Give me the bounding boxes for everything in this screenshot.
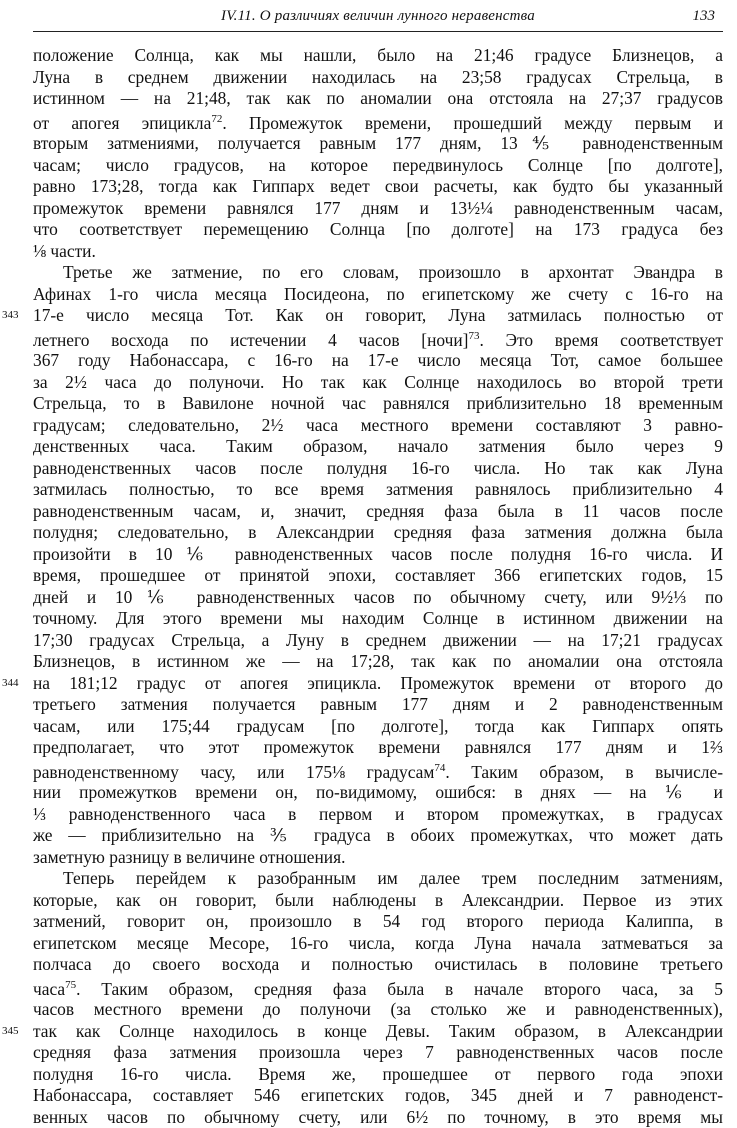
footnote-mark: 75 — [65, 979, 76, 991]
text-line: ⅓ равноденственного часа в первом и втором промежутках, в градусах — [33, 804, 723, 826]
text-line: Афинах 1-го числа месяца Посидеона, по египетскому же счету с 16-го на — [33, 284, 723, 306]
text-line: Третье же затмение, по его словам, произошло в архонтат Эвандра в — [33, 262, 723, 284]
text-line: градусам; следовательно, 2½ часа местного времени составляют 3 равно- — [33, 415, 723, 437]
text-line: истинном — на 21;48, так как по аномалии она отстояла на 27;37 градусов — [33, 88, 723, 110]
text-line: венных часов по обычному счету, или 6½ по точному, в это время мы — [33, 1107, 723, 1128]
header-rule — [33, 31, 723, 32]
text-line: 367 году Набонассара, с 16-го на 17-е число месяца Тот, самое большее — [33, 350, 723, 372]
footnote-mark: 72 — [211, 113, 222, 125]
text-line: затмилась полностью, то все время затмения равнялось приблизительно 4 — [33, 479, 723, 501]
text-line: Луна в среднем движении находилась на 23;58 градусах Стрельца, в — [33, 67, 723, 89]
text-line: вторым затмениями, получается равным 177 дням, 13⅘ равноденственным — [33, 133, 723, 155]
text-line: полчаса до своего восхода и полностью очистилась в половине третьего — [33, 954, 723, 976]
text-line: предполагает, что этот промежуток времени равнялся 177 дням и 1⅔ — [33, 737, 723, 759]
text-line: ⅛ части. — [33, 241, 723, 263]
text-line: 344 на 181;12 градус от апогея эпицикла. Промежуток времени от второго до — [33, 673, 723, 695]
text-line: нии промежутков времени он, по-видимому, ошибся: в днях — на ⅙ и — [33, 782, 723, 804]
text-line: 17;30 градусах Стрельца, а Луну в среднем движении — на 17;21 градусах — [33, 630, 723, 652]
text-line: затмений, говорит он, произошло в 54 год второго периода Калиппа, в — [33, 911, 723, 933]
text-line: полудня 16-го числа. Время же, прошедшее от первого года эпохи — [33, 1064, 723, 1086]
text-line: Близнецов, в истинном же — на 17;28, так как по аномалии она отстояла — [33, 651, 723, 673]
text-line: часа$^{75}$. Таким образом, средняя фаза была в начале второго часа, за 5 — [33, 976, 723, 1000]
text-line: произойти в 10⅙ равноденственных часов после полудня 16-го числа. И — [33, 544, 723, 566]
text-line: положение Солнца, как мы нашли, было на 21;46 градусе Близнецов, а — [33, 45, 723, 67]
text-line: третьего затмения получается равным 177 дням и 2 равноденственным — [33, 694, 723, 716]
text-line: за 2½ часа до полуночи. Но так как Солнце находилось во второй трети — [33, 372, 723, 394]
text-line: время, прошедшее от принятой эпохи, составляет 366 египетских годов, 15 — [33, 565, 723, 587]
text-line: равноденственным часам, и, значит, средняя фаза была в 11 часов после — [33, 501, 723, 523]
text-line: промежуток времени равнялся 177 дням и 13½¼ равноденственным часам, — [33, 198, 723, 220]
footnote-mark: 73 — [468, 330, 479, 342]
text-line: полудня; следовательно, в Александрии средняя фаза затмения должна была — [33, 522, 723, 544]
running-title: IV.11. О различиях величин лунного неравенства — [33, 8, 723, 25]
text-line: 343 17-е число месяца Тот. Как он говорит, Луна затмилась полностью от — [33, 305, 723, 327]
text-line: же — приблизительно на ⅗ градуса в обоих промежутках, что может дать — [33, 825, 723, 847]
margin-number: 344 — [2, 673, 19, 695]
margin-number: 345 — [2, 1021, 19, 1043]
text-line: заметную разницу в величине отношения. — [33, 847, 723, 869]
text-line: Стрельца, то в Вавилоне ночной час равнялся приблизительно 18 временным — [33, 393, 723, 415]
page-number: 133 — [693, 8, 716, 25]
page-header — [33, 6, 723, 32]
text-line: Теперь перейдем к разобранным им далее трем последним затмениям, — [33, 868, 723, 890]
text-line: часам; число градусов, на которое передвинулось Солнце [по долготе], — [33, 155, 723, 177]
text-line: египетском месяце Месоре, 16-го числа, когда Луна начала затмеваться за — [33, 933, 723, 955]
footnote-mark: 74 — [434, 762, 445, 774]
text-line: денственных часа. Таким образом, начало затмения было через 9 — [33, 436, 723, 458]
text-line: которые, как он говорит, были наблюдены в Александрии. Первое из этих — [33, 890, 723, 912]
text-line: Набонассара, составляет 546 египетских годов, 345 дней и 7 равноденст- — [33, 1085, 723, 1107]
text-line: летнего восхода по истечении 4 часов [ночи]$^{73}$. Это время соответствует — [33, 327, 723, 351]
text-line: что соответствует перемещению Солнца [по долготе] на 173 градуса без — [33, 219, 723, 241]
text-line: равно 173;28, тогда как Гиппарх ведет свои расчеты, как будто бы указанный — [33, 176, 723, 198]
body-text — [33, 45, 723, 1128]
text-line: часов местного времени до полуночи (за столько же и равноденственных), — [33, 999, 723, 1021]
text-line: средняя фаза затмения произошла через 7 равноденственных часов после — [33, 1042, 723, 1064]
text-line: дней и 10⅙ равноденственных часов по обычному счету, или 9½⅓ по — [33, 587, 723, 609]
text-line: равноденственных часов после полудня 16-го числа. Но так как Луна — [33, 458, 723, 480]
text-line: равноденственному часу, или 175⅛ градусам$^{74}$. Таким образом, в вычисле- — [33, 759, 723, 783]
text-line: точному. Для этого времени мы находим Солнце в истинном движении на — [33, 608, 723, 630]
text-line: 345 так как Солнце находилось в конце Девы. Таким образом, в Александрии — [33, 1021, 723, 1043]
text-line: от апогея эпицикла$^{72}$. Промежуток времени, прошедший между первым и — [33, 110, 723, 134]
text-line: часам, или 175;44 градусам [по долготе], тогда как Гиппарх опять — [33, 716, 723, 738]
margin-number: 343 — [2, 305, 19, 327]
